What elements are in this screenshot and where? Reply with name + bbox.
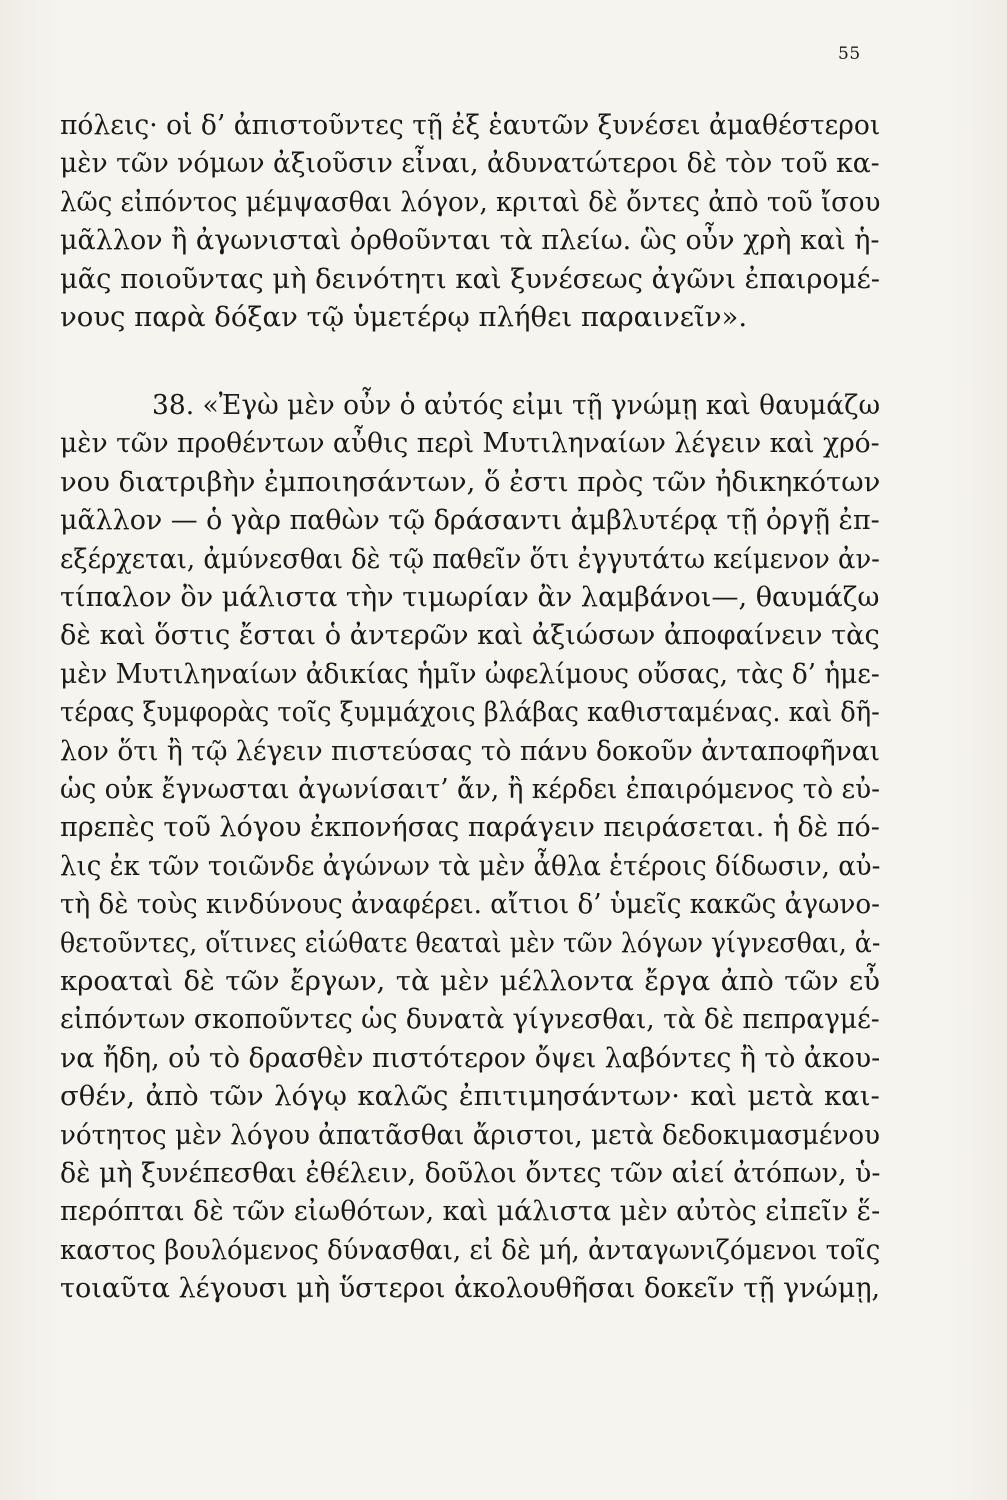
- text-line: λις ἐκ τῶν τοιῶνδε ἀγώνων τὰ μὲν ἆθλα ἑτέροις δίδωσιν, αὐ-: [60, 849, 881, 882]
- text-line: 38. «Ἐγὼ μὲν οὖν ὁ αὐτός εἰμι τῇ γνώμῃ καὶ θαυμάζω: [152, 389, 881, 421]
- text-line: περόπται δὲ τῶν εἰωθότων, καὶ μάλιστα μὲν αὐτὸς εἰπεῖν ἕ-: [60, 1195, 881, 1228]
- text-line: σθέν, ἀπὸ τῶν λόγῳ καλῶς ἐπιτιμησάντων· καὶ μετὰ και-: [60, 1080, 880, 1113]
- text-line: νου διατριβὴν ἐμποιησάντων, ὅ ἐστι πρὸς τῶν ἠδικηκότων: [60, 465, 881, 498]
- text-line: εἰπόντων σκοποῦντες ὡς δυνατὰ γίγνεσθαι, τὰ δὲ πεπραγμέ-: [60, 1003, 880, 1036]
- text-line: να ἤδη, οὐ τὸ δρασθὲν πιστότερον ὄψει λαβόντες ἢ τὸ ἀκου-: [60, 1041, 881, 1074]
- text-line: τὴ δὲ τοὺς κινδύνους ἀναφέρει. αἴτιοι δ’ ὑμεῖς κακῶς ἀγωνο-: [60, 888, 881, 921]
- text-line: ὡς οὐκ ἔγνωσται ἀγωνίσαιτ’ ἄν, ἢ κέρδει ἐπαιρόμενος τὸ εὐ-: [60, 773, 881, 805]
- text-line: κροαταὶ δὲ τῶν ἔργων, τὰ μὲν μέλλοντα ἔργα ἀπὸ τῶν εὖ: [60, 965, 880, 997]
- text-line: τέρας ξυμφορὰς τοῖς ξυμμάχοις βλάβας καθισταμένας. καὶ δῆ-: [60, 696, 880, 729]
- text-line: νότητος μὲν λόγου ἀπατᾶσθαι ἄριστοι, μετὰ δεδοκιμασμένου: [60, 1118, 881, 1151]
- text-line: μὲν Μυτιληναίων ἀδικίας ἡμῖν ὠφελίμους οὔσας, τὰς δ’ ἡμε-: [60, 657, 880, 690]
- text-line: δὲ καὶ ὅστις ἔσται ὁ ἀντερῶν καὶ ἀξιώσων ἀποφαίνειν τὰς: [60, 619, 880, 652]
- text-line: τοιαῦτα λέγουσι μὴ ὕστεροι ἀκολουθῆσαι δοκεῖν τῇ γνώμῃ,: [60, 1272, 881, 1305]
- text-line: εξέρχεται, ἀμύνεσθαι δὲ τῷ παθεῖν ὅτι ἐγγυτάτω κείμενον ἀν-: [60, 542, 880, 575]
- text-line: τίπαλον ὂν μάλιστα τὴν τιμωρίαν ἂν λαμβάνοι—, θαυμάζω: [60, 581, 880, 613]
- text-line: μὲν τῶν νόμων ἀξιοῦσιν εἶναι, ἀδυνατώτεροι δὲ τὸν τοῦ κα-: [60, 147, 880, 180]
- text-line: μᾶλλον — ὁ γὰρ παθὼν τῷ δράσαντι ἀμβλυτέρᾳ τῇ ὀργῇ ἐπ-: [60, 504, 880, 537]
- text-line: θετοῦντες, οἵτινες εἰώθατε θεαταὶ μὲν τῶν λόγων γίγνεσθαι, ἀ-: [60, 926, 881, 959]
- page-number: 55: [838, 44, 861, 64]
- text-line: πόλεις· οἱ δ’ ἀπιστοῦντες τῇ ἐξ ἑαυτῶν ξυνέσει ἀμαθέστεροι: [60, 109, 881, 141]
- text-line: καστος βουλόμενος δύνασθαι, εἰ δὲ μή, ἀνταγωνιζόμενοι τοῖς: [60, 1233, 881, 1266]
- text-line: μὲν τῶν προθέντων αὖθις περὶ Μυτιληναίων λέγειν καὶ χρό-: [60, 427, 880, 460]
- text-line: πρεπὲς τοῦ λόγου ἐκπονήσας παράγειν πειράσεται. ἡ δὲ πό-: [60, 811, 880, 844]
- text-line: νους παρὰ δόξαν τῷ ὑμετέρῳ πλήθει παραινεῖν».: [60, 301, 748, 333]
- text-line: δὲ μὴ ξυνέπεσθαι ἐθέλειν, δοῦλοι ὄντες τῶν αἰεί ἀτόπων, ὑ-: [60, 1157, 881, 1189]
- text-line: λον ὅτι ἢ τῷ λέγειν πιστεύσας τὸ πάνυ δοκοῦν ἀνταποφῆναι: [60, 734, 881, 767]
- text-line: μᾶς ποιοῦντας μὴ δεινότητι καὶ ξυνέσεως ἀγῶνι ἐπαιρομέ-: [60, 262, 880, 295]
- text-line: μᾶλλον ἢ ἀγωνισταὶ ὀρθοῦνται τὰ πλείω. ὣς οὖν χρὴ καὶ ἡ-: [60, 224, 880, 257]
- text-line: λῶς εἰπόντος μέμψασθαι λόγον, κριταὶ δὲ ὄντες ἀπὸ τοῦ ἴσου: [60, 185, 881, 218]
